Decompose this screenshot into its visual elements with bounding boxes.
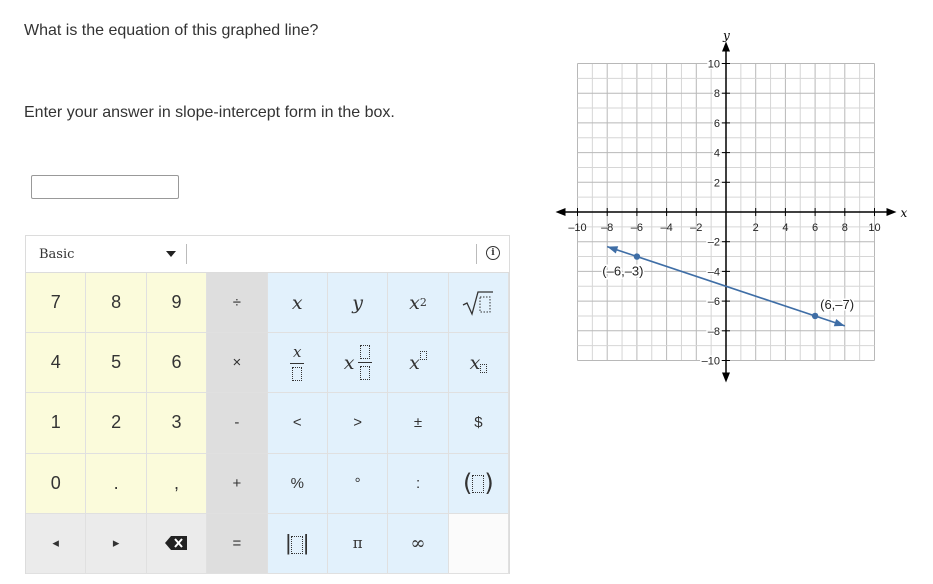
key-absolute-value[interactable] <box>268 514 328 574</box>
x-axis-arrow <box>887 208 897 216</box>
plotted-point <box>634 253 640 259</box>
key-mixed-fraction[interactable] <box>328 333 388 393</box>
y-tick-label: 10 <box>707 58 720 71</box>
right-arrow-icon: ▸ <box>112 535 120 551</box>
x-tick-label: 6 <box>812 222 819 234</box>
key-dollar[interactable] <box>449 393 509 453</box>
key-label: ∞ <box>410 532 426 554</box>
point-label: (6,–7) <box>820 296 855 312</box>
keypad-mode-label: Basic <box>39 246 75 262</box>
key-label: - <box>234 414 240 432</box>
key-decimal[interactable] <box>86 454 146 514</box>
line-arrow-right <box>834 319 845 326</box>
key-label: $ <box>474 414 483 432</box>
x-tick-label: 10 <box>868 222 881 234</box>
key-4[interactable] <box>26 333 86 393</box>
x-tick-label: 4 <box>782 222 789 234</box>
key-label: 9 <box>171 292 182 313</box>
key-less-than[interactable] <box>268 393 328 453</box>
x-tick-label: –8 <box>601 222 614 234</box>
x-tick-label: 2 <box>752 222 759 234</box>
key-label: 1 <box>50 412 61 433</box>
key-y[interactable] <box>328 273 388 333</box>
coordinate-graph <box>550 20 910 390</box>
key-label: × <box>232 354 242 372</box>
key-label: 3 <box>171 412 182 433</box>
y-tick-label: 2 <box>713 177 720 190</box>
key-cursor-left[interactable] <box>26 514 86 574</box>
key-parentheses[interactable] <box>449 454 509 514</box>
key-3[interactable] <box>147 393 207 453</box>
key-label: . <box>113 472 119 493</box>
key-percent[interactable] <box>268 454 328 514</box>
header-divider <box>476 244 477 264</box>
x-axis-label: x <box>900 206 908 220</box>
key-1[interactable] <box>26 393 86 453</box>
key-6[interactable] <box>147 333 207 393</box>
key-label: x <box>343 351 355 374</box>
y-tick-label: –8 <box>707 325 720 338</box>
key-label: 4 <box>50 352 61 373</box>
key-label: < <box>292 414 302 432</box>
plotted-point <box>812 313 818 319</box>
key-colon[interactable] <box>388 454 448 514</box>
answer-instruction: Enter your answer in slope-intercept form in the box. <box>24 104 395 121</box>
key-7[interactable] <box>26 273 86 333</box>
key-plus-minus[interactable] <box>388 393 448 453</box>
key-backspace[interactable] <box>147 514 207 574</box>
y-tick-label: –6 <box>707 296 720 309</box>
key-label: : <box>415 474 421 492</box>
key-label: > <box>353 414 363 432</box>
y-axis-arrow <box>722 42 730 52</box>
key-plus[interactable] <box>207 454 267 514</box>
parentheses-icon: ( ) <box>463 469 494 498</box>
x-tick-label: –4 <box>660 222 673 234</box>
key-label: 6 <box>171 352 182 373</box>
key-8[interactable] <box>86 273 146 333</box>
subscript-placeholder-icon <box>480 364 487 373</box>
key-label: 2 <box>419 296 427 310</box>
key-minus[interactable] <box>207 393 267 453</box>
key-greater-than[interactable] <box>328 393 388 453</box>
y-tick-label: 6 <box>713 117 720 130</box>
y-tick-label: 4 <box>713 147 720 160</box>
y-axis-label: y <box>723 28 730 43</box>
x-tick-label: –6 <box>630 222 644 234</box>
key-label: x <box>469 351 481 374</box>
key-label: π <box>352 534 363 553</box>
key-divide[interactable] <box>207 273 267 333</box>
key-label: 7 <box>50 292 61 313</box>
y-tick-label: –4 <box>707 266 720 279</box>
key-label: x <box>409 291 420 314</box>
key-label: % <box>290 474 304 492</box>
key-label: + <box>232 474 242 492</box>
key-pi[interactable] <box>328 514 388 574</box>
x-tick-label: 8 <box>841 222 848 234</box>
exponent-placeholder-icon <box>420 351 427 360</box>
left-arrow-icon: ◂ <box>52 535 59 551</box>
key-x[interactable] <box>268 273 328 333</box>
key-label: x <box>291 291 303 314</box>
key-cursor-right[interactable] <box>86 514 146 574</box>
key-label: 8 <box>111 292 122 313</box>
key-label: ± <box>413 414 423 432</box>
key-2[interactable] <box>86 393 146 453</box>
key-9[interactable] <box>147 273 207 333</box>
key-subscript[interactable] <box>449 333 509 393</box>
key-equals[interactable] <box>207 514 267 574</box>
key-x-squared[interactable] <box>388 273 448 333</box>
x-axis-arrow <box>556 208 566 216</box>
chevron-down-icon <box>166 251 176 257</box>
keypad-header <box>26 236 509 273</box>
key-label: x <box>409 351 420 374</box>
x-tick-label: –2 <box>690 222 703 234</box>
mixed-fraction-icon <box>358 345 372 380</box>
keypad-mode-dropdown[interactable] <box>26 236 186 272</box>
backspace-icon <box>165 536 187 550</box>
line-arrow-left <box>607 246 618 253</box>
key-label: 5 <box>111 352 122 373</box>
key-infinity[interactable] <box>388 514 448 574</box>
point-label: (–6,–3) <box>602 263 644 279</box>
math-keypad <box>25 235 510 574</box>
key-degree[interactable] <box>328 454 388 514</box>
answer-input[interactable] <box>31 175 179 199</box>
x-tick-label: –10 <box>568 222 587 234</box>
keypad-grid <box>26 273 509 574</box>
key-label: = <box>232 534 242 552</box>
key-label: , <box>173 472 179 493</box>
key-empty <box>449 514 509 574</box>
fraction-icon: x <box>290 345 304 381</box>
y-tick-label: –10 <box>701 355 720 368</box>
absolute-value-icon: | | <box>285 530 309 556</box>
info-icon[interactable]: i <box>486 246 500 260</box>
key-label: ÷ <box>232 294 241 312</box>
y-tick-label: –2 <box>707 236 720 249</box>
key-5[interactable] <box>86 333 146 393</box>
square-root-icon <box>461 289 495 317</box>
key-multiply[interactable] <box>207 333 267 393</box>
question-prompt: What is the equation of this graphed line? <box>24 22 319 39</box>
key-0[interactable] <box>26 454 86 514</box>
y-tick-label: 8 <box>713 88 720 101</box>
key-exponent[interactable] <box>388 333 448 393</box>
key-label: 2 <box>111 412 122 433</box>
key-label: y <box>352 291 364 314</box>
y-axis-arrow <box>722 373 730 383</box>
key-comma[interactable] <box>147 454 207 514</box>
key-sqrt[interactable] <box>449 273 509 333</box>
key-label: 0 <box>50 472 61 493</box>
header-divider <box>186 244 187 264</box>
key-label: ° <box>354 474 361 492</box>
key-x-over[interactable] <box>268 333 328 393</box>
